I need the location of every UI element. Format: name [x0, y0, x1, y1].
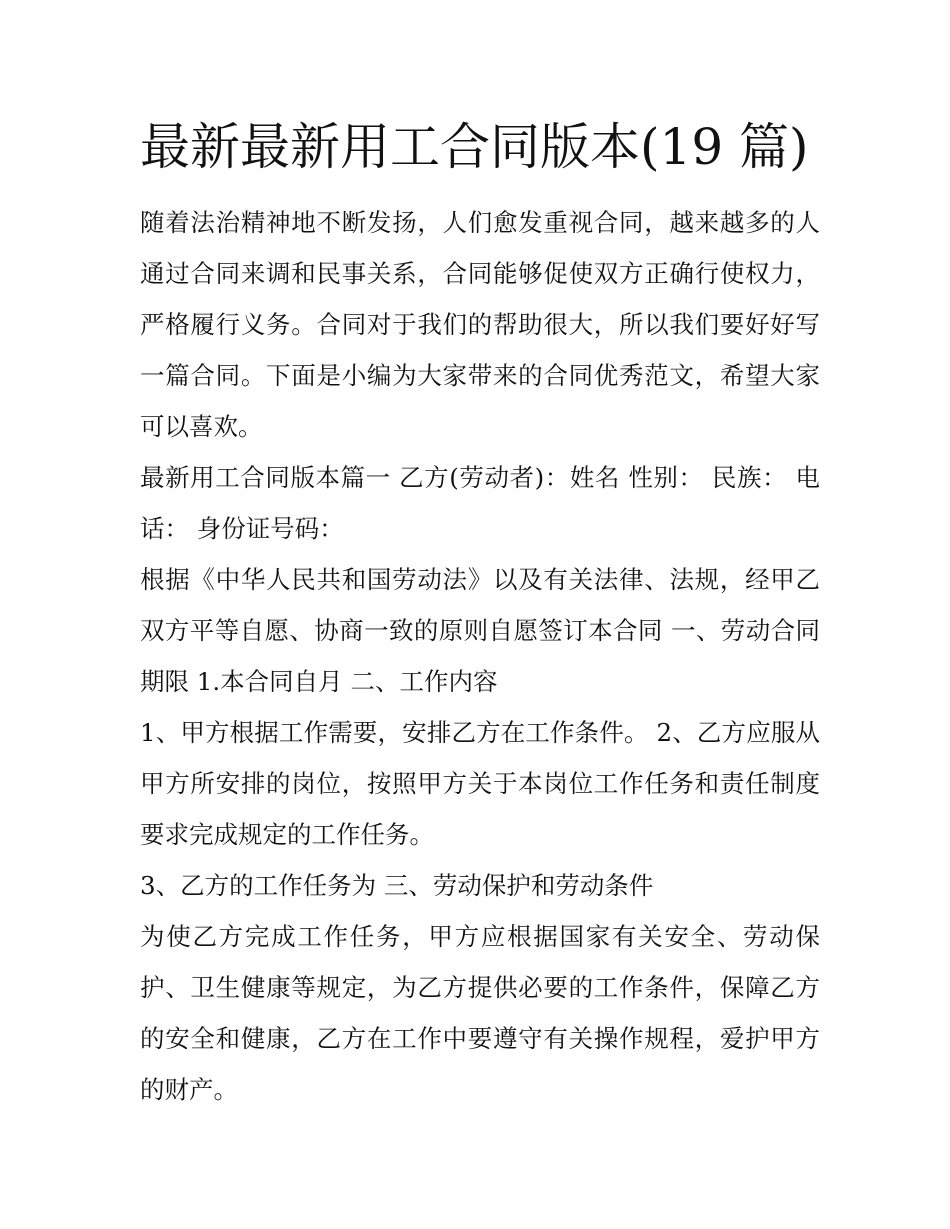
paragraph-labor-protection: 为使乙方完成工作任务，甲方应根据国家有关安全、劳动保护、卫生健康等规定，为乙方提供必要的工作条件，保障乙方的安全和健康，乙方在工作中要遵守有关操作规程，爱护甲方的财产。 [140, 922, 820, 1104]
paragraph-legal-basis: 根据《中华人民共和国劳动法》以及有关法律、法规，经甲乙双方平等自愿、协商一致的原则自愿签订本合同 一、劳动合同期限 1.本合同自月 二、工作内容 [140, 565, 820, 696]
document-body [140, 197, 820, 1115]
document-title: 最新最新用工合同版本(19 篇) [140, 118, 809, 176]
paragraph-intro: 随着法治精神地不断发扬，人们愈发重视合同，越来越多的人通过合同来调和民事关系，合同能够促使双方正确行使权力，严格履行义务。合同对于我们的帮助很大，所以我们要好好写一篇合同。下面是小编为大家带来的合同优秀范文，希望大家可以喜欢。 [140, 208, 820, 441]
paragraph-contract-header: 最新用工合同版本篇一 乙方(劳动者)：姓名 性别： 民族： 电话： 身份证号码： [140, 463, 820, 543]
paragraph-work-items-1-2: 1、甲方根据工作需要，安排乙方在工作条件。 2、乙方应服从甲方所安排的岗位，按照甲方关于本岗位工作任务和责任制度要求完成规定的工作任务。 [140, 718, 820, 849]
paragraph-work-item-3: 3、乙方的工作任务为 三、劳动保护和劳动条件 [140, 871, 654, 900]
